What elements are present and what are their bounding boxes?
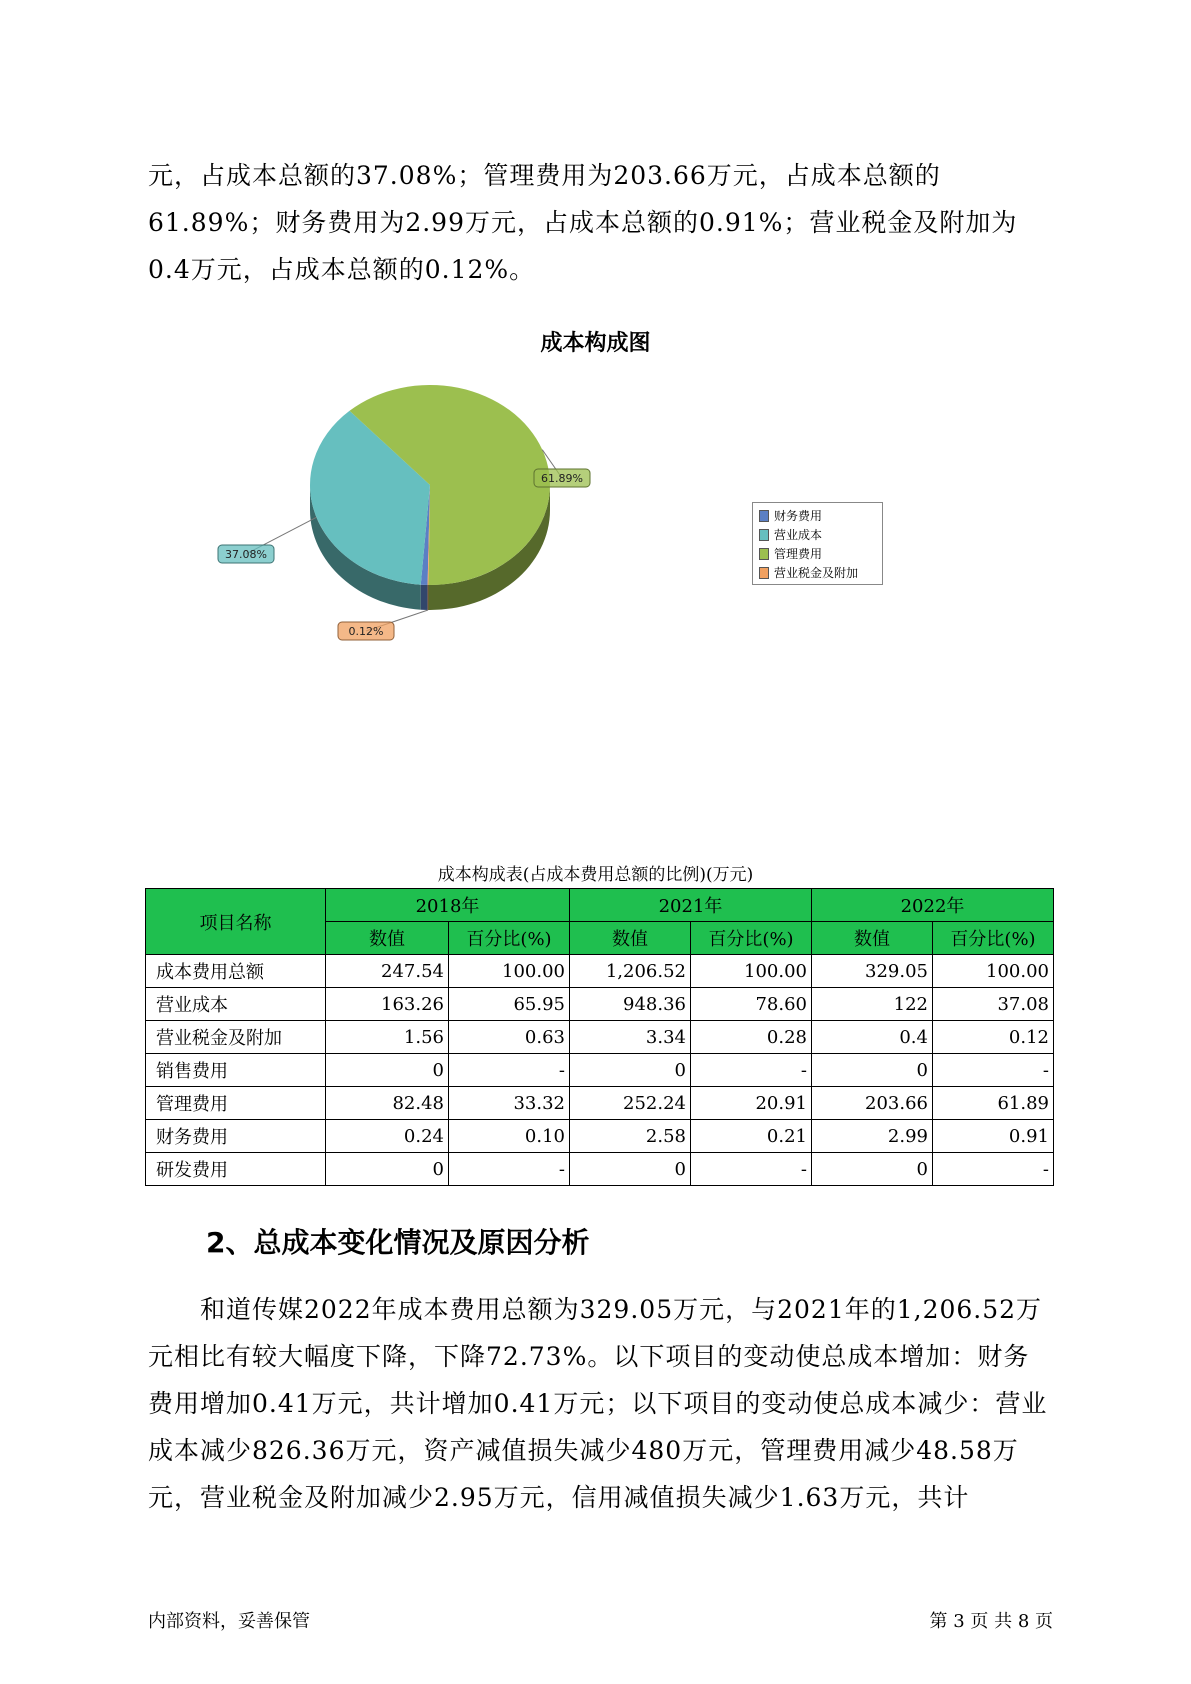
header-year: 2018年 — [326, 889, 570, 922]
table-row — [146, 988, 1054, 1021]
table-cell: 163.26 — [326, 988, 449, 1021]
table-row — [146, 1153, 1054, 1186]
table-cell: 100.00 — [691, 955, 812, 988]
row-label: 营业税金及附加 — [146, 1021, 326, 1054]
legend-item — [759, 544, 878, 563]
table-cell: - — [449, 1054, 570, 1087]
table-cell: 0 — [812, 1054, 933, 1087]
table-cell: 37.08 — [933, 988, 1054, 1021]
section-heading: 2、总成本变化情况及原因分析 — [206, 1226, 590, 1259]
intro-paragraph: 元，占成本总额的37.08%；管理费用为203.66万元，占成本总额的61.89%；财务费用为2.99万元，占成本总额的0.91%；营业税金及附加为0.4万元，占成本总额的0.12%。 — [148, 161, 1018, 284]
row-label: 营业成本 — [146, 988, 326, 1021]
legend-label: 营业税金及附加 — [774, 566, 859, 580]
table-cell: 78.60 — [691, 988, 812, 1021]
pie-label-text: 0.12% — [348, 625, 384, 638]
pie-label-text: 37.08% — [225, 548, 267, 561]
pie-label-text: 61.89% — [541, 472, 583, 485]
pie-data-label — [218, 545, 274, 563]
table-row — [146, 1087, 1054, 1120]
legend-item — [759, 525, 878, 544]
table-row — [146, 955, 1054, 988]
pie-data-label — [534, 469, 590, 487]
table-cell: 0.28 — [691, 1021, 812, 1054]
subheader-value: 数值 — [326, 922, 449, 955]
pie-data-label — [338, 622, 394, 640]
subheader-percent: 百分比(%) — [449, 922, 570, 955]
table-caption: 成本构成表(占成本费用总额的比例)(万元) — [437, 865, 754, 885]
footer-page-number: 第 3 页 共 8 页 — [929, 1611, 1053, 1632]
subheader-percent: 百分比(%) — [933, 922, 1054, 955]
table-cell: 247.54 — [326, 955, 449, 988]
chart-legend — [752, 502, 883, 585]
table-row — [146, 1054, 1054, 1087]
legend-swatch — [759, 548, 769, 560]
table-cell: 65.95 — [449, 988, 570, 1021]
cost-pie-chart — [0, 0, 1191, 800]
cost-structure-table — [145, 888, 1054, 1186]
row-label: 财务费用 — [146, 1120, 326, 1153]
table-cell: 0.91 — [933, 1120, 1054, 1153]
table-cell: - — [933, 1153, 1054, 1186]
table-cell: 122 — [812, 988, 933, 1021]
chart-title: 成本构成图 — [540, 331, 651, 356]
legend-swatch — [759, 529, 769, 541]
table-cell: 100.00 — [449, 955, 570, 988]
table-header-row — [146, 889, 1054, 922]
subheader-value: 数值 — [570, 922, 691, 955]
analysis-paragraph: 和道传媒2022年成本费用总额为329.05万元，与2021年的1,206.52万元相比有较大幅度下降，下降72.73%。以下项目的变动使总成本增加：财务费用增加0.41万元，共计增加0.41万元；以下项目的变动使总成本减少：营业成本减少826.36万元，资产减值损失减少480万元，管理费用减少48.58万元，营业税金及附加减少2.95万元，信用减值损失减少1.63万元，共计 — [148, 1295, 1048, 1512]
row-label: 研发费用 — [146, 1153, 326, 1186]
legend-label: 财务费用 — [774, 509, 823, 523]
table-cell: 82.48 — [326, 1087, 449, 1120]
subheader-percent: 百分比(%) — [691, 922, 812, 955]
header-year: 2022年 — [812, 889, 1054, 922]
row-label: 成本费用总额 — [146, 955, 326, 988]
table-cell: 0 — [326, 1153, 449, 1186]
footer-confidential-note: 内部资料，妥善保管 — [148, 1611, 310, 1632]
table-cell: 1,206.52 — [570, 955, 691, 988]
table-cell: 948.36 — [570, 988, 691, 1021]
table-cell: 0.10 — [449, 1120, 570, 1153]
table-cell: 329.05 — [812, 955, 933, 988]
row-label: 销售费用 — [146, 1054, 326, 1087]
table-cell: 0 — [570, 1054, 691, 1087]
table-cell: - — [449, 1153, 570, 1186]
table-cell: 33.32 — [449, 1087, 570, 1120]
table-cell: 0 — [570, 1153, 691, 1186]
table-cell: 0.21 — [691, 1120, 812, 1153]
legend-swatch — [759, 510, 769, 522]
table-cell: 3.34 — [570, 1021, 691, 1054]
row-label: 管理费用 — [146, 1087, 326, 1120]
pie-slice-side — [428, 585, 429, 610]
table-cell: 61.89 — [933, 1087, 1054, 1120]
table-row — [146, 1021, 1054, 1054]
table-cell: 0 — [812, 1153, 933, 1186]
table-cell: - — [691, 1153, 812, 1186]
table-cell: 0.4 — [812, 1021, 933, 1054]
table-cell: 203.66 — [812, 1087, 933, 1120]
table-cell: 0 — [326, 1054, 449, 1087]
legend-item — [759, 506, 878, 525]
table-cell: 20.91 — [691, 1087, 812, 1120]
legend-label: 管理费用 — [774, 547, 823, 561]
table-cell: 2.58 — [570, 1120, 691, 1153]
table-cell: 1.56 — [326, 1021, 449, 1054]
table-cell: 252.24 — [570, 1087, 691, 1120]
legend-item — [759, 563, 878, 582]
table-cell: 0.63 — [449, 1021, 570, 1054]
table-cell: 0.24 — [326, 1120, 449, 1153]
table-cell: - — [933, 1054, 1054, 1087]
legend-swatch — [759, 567, 769, 579]
legend-label: 营业成本 — [774, 528, 823, 542]
table-cell: 0.12 — [933, 1021, 1054, 1054]
table-cell: 100.00 — [933, 955, 1054, 988]
header-year: 2021年 — [570, 889, 812, 922]
pie-slice-side — [421, 585, 428, 610]
table-cell: 2.99 — [812, 1120, 933, 1153]
header-item-name: 项目名称 — [146, 889, 326, 955]
table-cell: - — [691, 1054, 812, 1087]
subheader-value: 数值 — [812, 922, 933, 955]
table-row — [146, 1120, 1054, 1153]
